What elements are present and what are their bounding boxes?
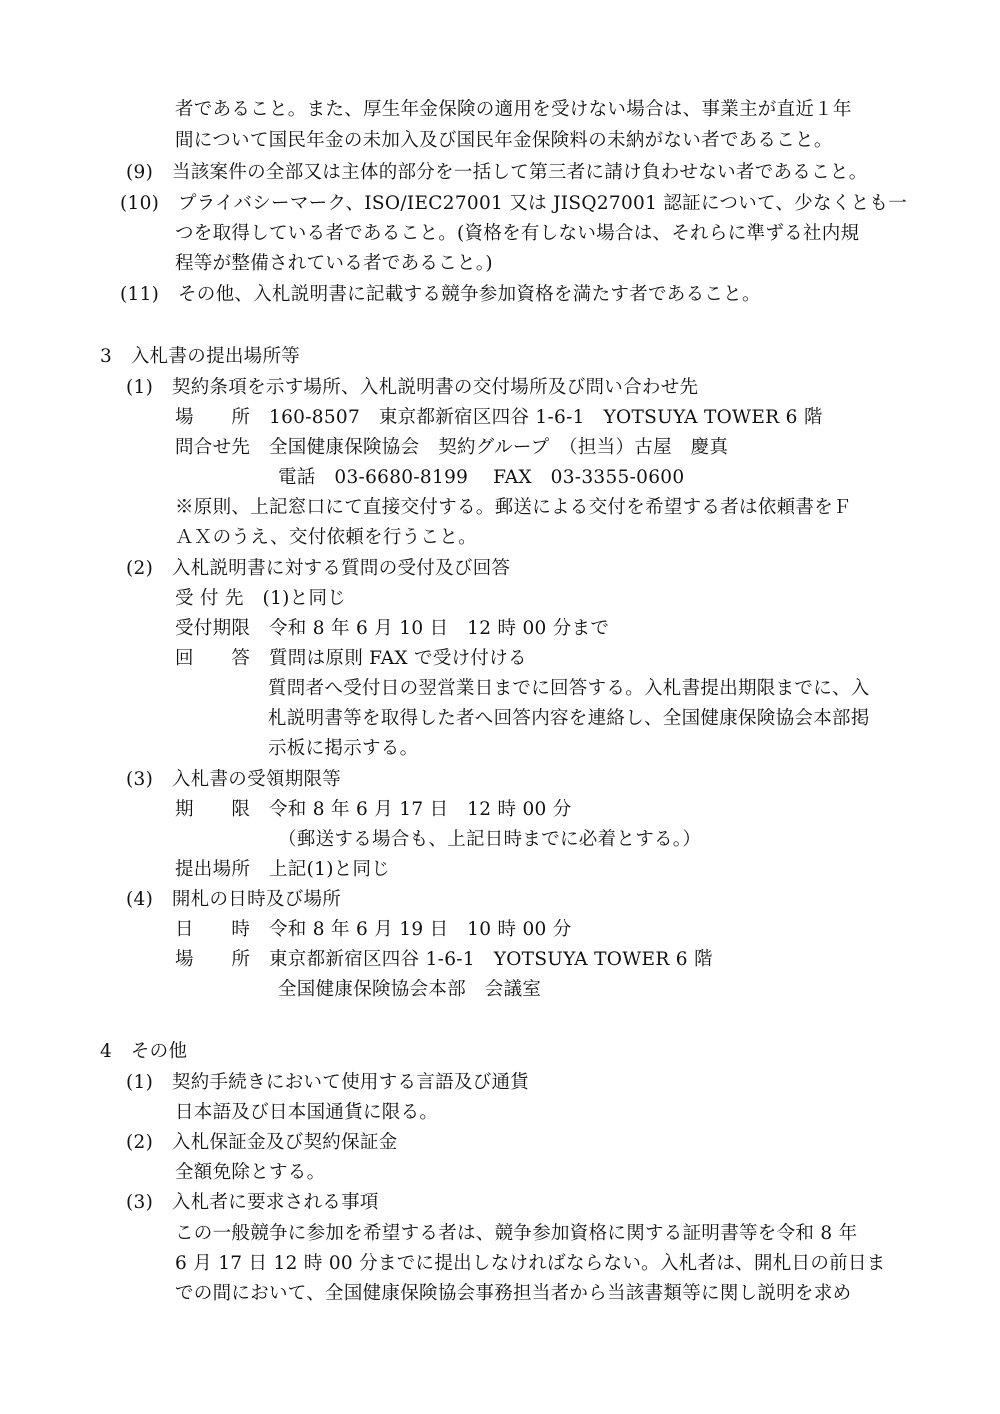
text-line: 全国健康保険協会本部 会議室 — [278, 979, 542, 1000]
text-line: 全額免除とする。 — [175, 1162, 326, 1183]
text-line: 電話 03-6680-8199 FAX 03-3355-0600 — [278, 467, 685, 488]
text-line: (4) 開札の日時及び場所 — [126, 889, 342, 910]
text-line: 6 月 17 日 12 時 00 分までに提出しなければならない。入札者は、開札日の前日ま — [175, 1253, 886, 1274]
text-line: 回 答 質問は原則 FAX で受け付ける — [175, 648, 527, 669]
text-line: つを取得している者であること。(資格を有しない場合は、それらに準ずる社内規 — [175, 223, 860, 244]
text-line: 受付期限 令和 8 年 6 月 10 日 12 時 00 分まで — [175, 618, 610, 639]
text-line: (2) 入札説明書に対する質問の受付及び回答 — [126, 558, 511, 579]
text-line: 提出場所 上記(1)と同じ — [175, 859, 391, 880]
text-line: 間について国民年金の未加入及び国民年金保険料の未納がない者であること。 — [175, 130, 833, 151]
text-line: この一般競争に参加を希望する者は、競争参加資格に関する証明書等を令和 8 年 — [175, 1223, 858, 1244]
text-line: 日本語及び日本国通貨に限る。 — [175, 1102, 439, 1123]
section-heading: 4 その他 — [100, 1041, 188, 1062]
text-line: ＡＸのうえ、交付依頼を行うこと。 — [175, 527, 477, 548]
text-line: での間において、全国健康保険協会事務担当者から当該書類等に関し説明を求め — [175, 1283, 852, 1304]
text-line: 程等が整備されている者であること。) — [175, 253, 493, 274]
text-line: (9) 当該案件の全部又は主体的部分を一括して第三者に請け負わせない者であること。 — [126, 162, 868, 183]
text-line: 受 付 先 (1)と同じ — [175, 588, 347, 609]
text-line: 問合せ先 全国健康保険協会 契約グループ （担当）古屋 慶真 — [175, 437, 729, 458]
text-line: 場 所 160-8507 東京都新宿区四谷 1-6-1 YOTSUYA TOWER 6 階 — [175, 407, 823, 428]
text-line: (2) 入札保証金及び契約保証金 — [126, 1132, 398, 1153]
text-line: (3) 入札者に要求される事項 — [126, 1192, 379, 1213]
text-line: 場 所 東京都新宿区四谷 1-6-1 YOTSUYA TOWER 6 階 — [175, 949, 713, 970]
text-line: (11) その他、入札説明書に記載する競争参加資格を満たす者であること。 — [120, 284, 761, 305]
section-heading: 3 入札書の提出場所等 — [100, 346, 301, 367]
text-line: 期 限 令和 8 年 6 月 17 日 12 時 00 分 — [175, 799, 572, 820]
text-line: (1) 契約手続きにおいて使用する言語及び通貨 — [126, 1072, 530, 1093]
text-line: 示板に掲示する。 — [268, 738, 419, 759]
text-line: (1) 契約条項を示す場所、入札説明書の交付場所及び問い合わせ先 — [126, 377, 699, 398]
text-line: 札説明書等を取得した者へ回答内容を連絡し、全国健康保険協会本部掲 — [268, 708, 870, 729]
text-line: ※原則、上記窓口にて直接交付する。郵送による交付を希望する者は依頼書をＦ — [175, 497, 852, 518]
text-line: (10) プライバシーマーク、ISO/IEC27001 又は JISQ27001 認証について、少なくとも一 — [120, 193, 908, 214]
text-line: (3) 入札書の受領期限等 — [126, 769, 342, 790]
text-line: 日 時 令和 8 年 6 月 19 日 10 時 00 分 — [175, 919, 572, 940]
text-line: 質問者へ受付日の翌営業日までに回答する。入札書提出期限までに、入 — [268, 678, 870, 699]
text-line: 者であること。また、厚生年金保険の適用を受けない場合は、事業主が直近１年 — [175, 99, 852, 120]
text-line: （郵送する場合も、上記日時までに必着とする。） — [278, 829, 702, 850]
